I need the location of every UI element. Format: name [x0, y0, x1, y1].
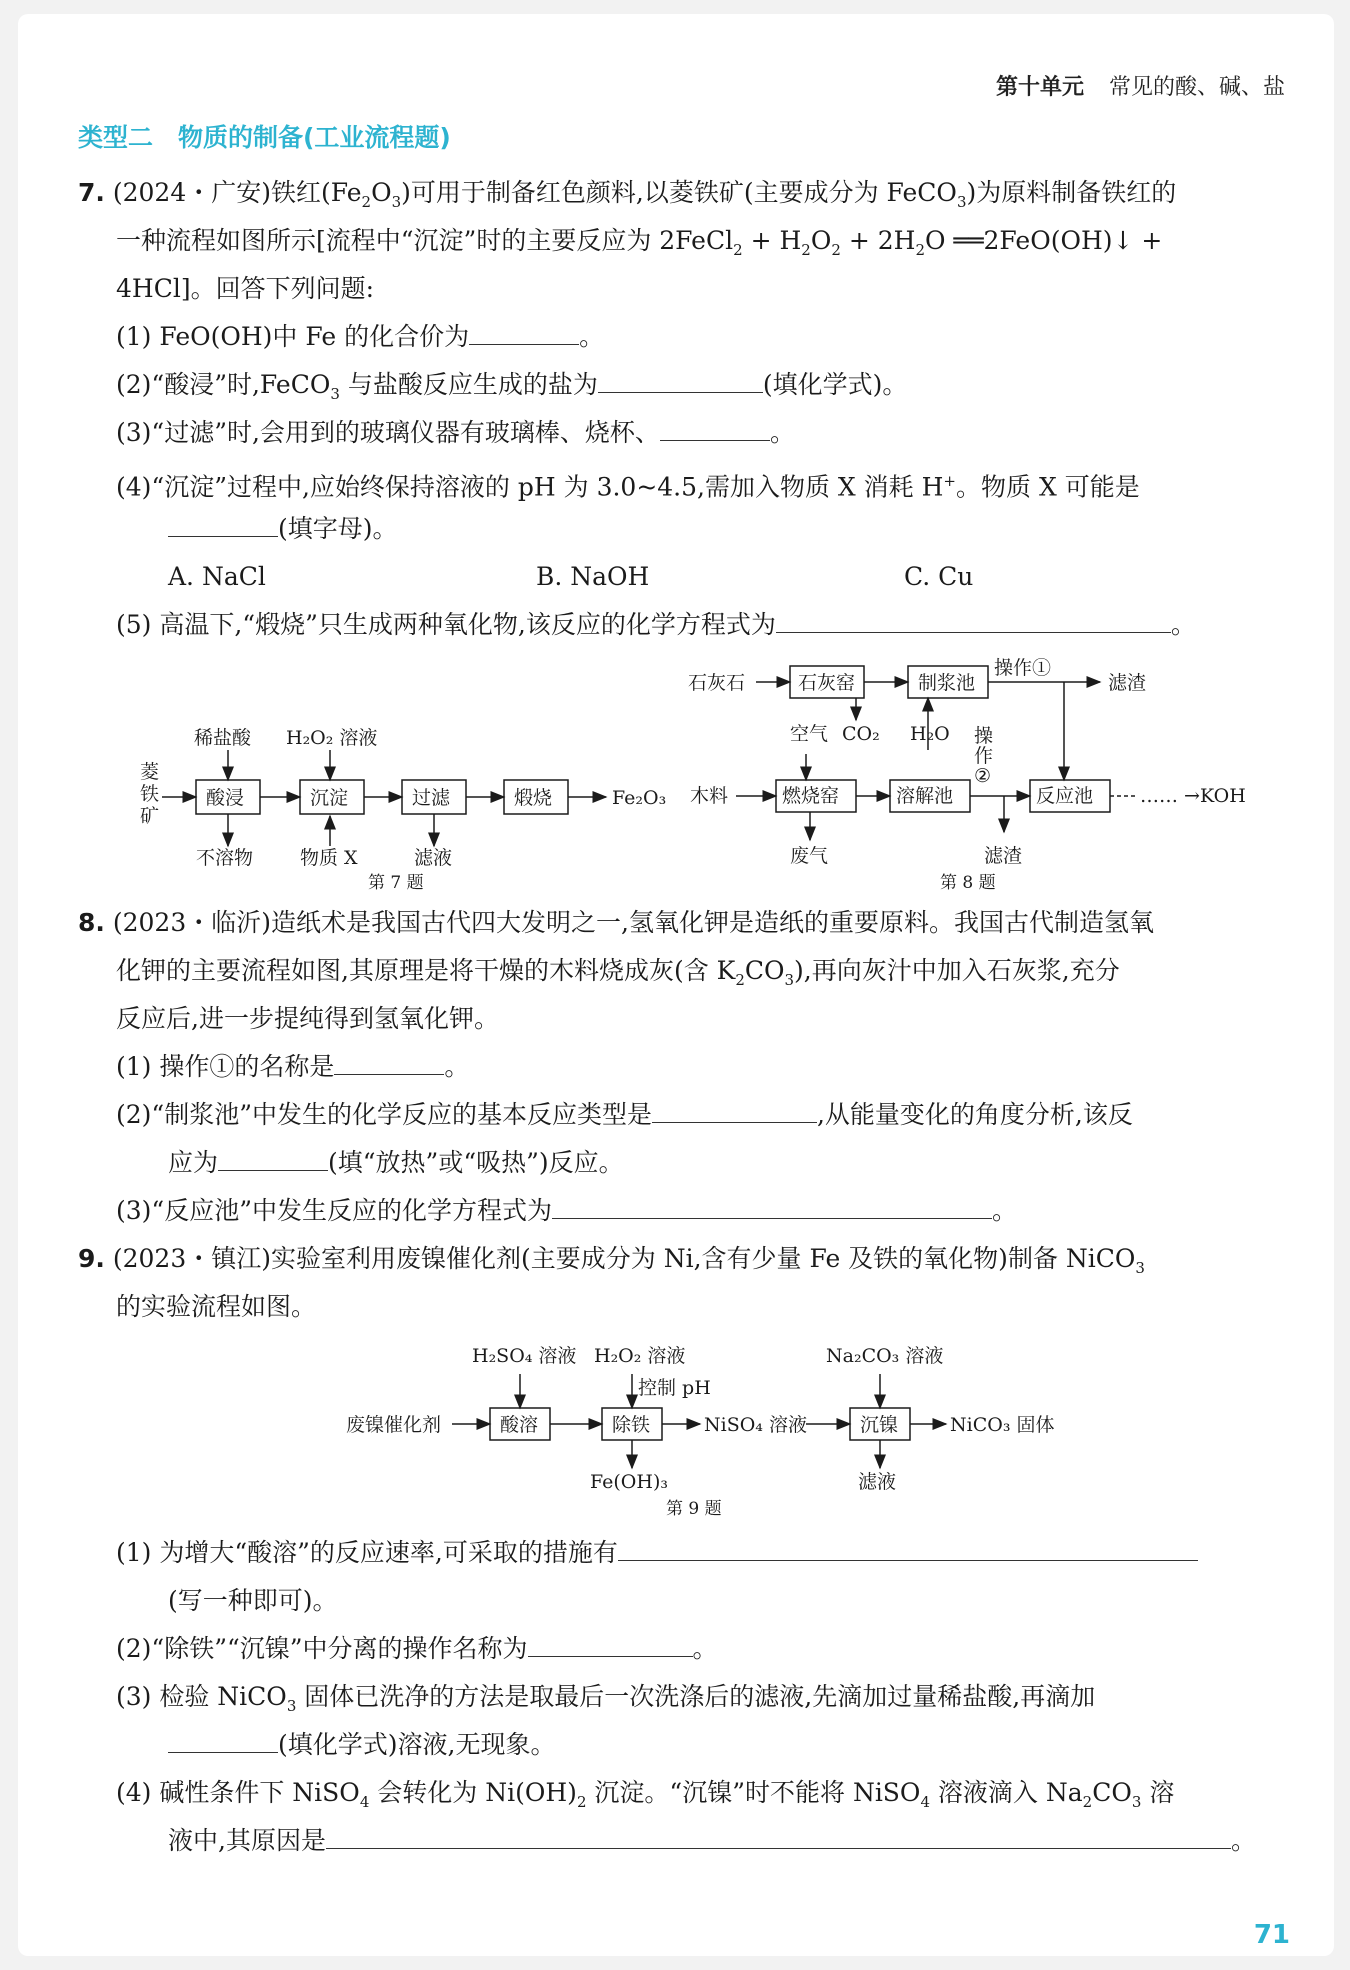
- fig7-reagent-2: H₂O₂ 溶液: [286, 727, 378, 749]
- fig8-box-burn: 燃烧窑: [782, 785, 840, 807]
- q7-stem-line2: 一种流程如图所示[流程中“沉淀”时的主要反应为 2FeCl$_2$ + $H_2O_2 + 2H_2O$ ══2FeO(OH)↓ +: [116, 226, 1163, 259]
- fig9-box-3: 沉镍: [860, 1414, 899, 1436]
- q9-sub4: (4) 碱性条件下 NiSO$_4$ 会转化为 $Ni(OH)_2$ 沉淀。“沉镍”时不能将 NiSO$_4$ 溶液滴入 $Na_2CO_3$ 溶: [116, 1778, 1175, 1811]
- text: 与盐酸反应生成的盐为: [339, 370, 598, 399]
- q9-sub3-cont: [168, 1730, 555, 1760]
- answer-blank[interactable]: [334, 1052, 444, 1075]
- answer-blank[interactable]: [528, 1634, 693, 1657]
- fig7-input-2: 铁: [140, 783, 160, 805]
- answer-blank[interactable]: [326, 1826, 1231, 1849]
- fig7-out-3: 滤液: [414, 847, 453, 869]
- text: 应为: [168, 1148, 219, 1177]
- q7-stem-line3: 4HCl]。回答下列问题:: [116, 274, 375, 303]
- q7-option-c[interactable]: C. Cu: [904, 562, 974, 591]
- fig7-output: Fe₂O₃: [612, 787, 667, 809]
- text: CO: [1092, 1778, 1132, 1807]
- fig8-box-slurry: 制浆池: [918, 672, 976, 694]
- text: (2)“酸浸”时,FeCO: [116, 370, 331, 399]
- fig8-h2o: H₂O: [910, 723, 950, 745]
- q8-sub2: [116, 1100, 1133, 1130]
- fig7-box-4: 煅烧: [514, 787, 553, 809]
- text: (3) 检验 NiCO: [116, 1682, 287, 1711]
- fig9-box-1: 酸溶: [500, 1414, 539, 1436]
- q7-stem-line1: 7. (2024・广安)铁红$(Fe_2O_3)$可用于制备红色颜料,以菱铁矿(主要成分为 FeCO$_3$)为原料制备铁红的: [78, 178, 1177, 211]
- fig8-op2-2: 作: [974, 745, 994, 767]
- text: 溶: [1141, 1778, 1175, 1807]
- fig9-control: 控制 pH: [638, 1377, 711, 1399]
- text: 。: [579, 322, 605, 351]
- figure-9: [0, 1332, 1350, 1532]
- fig9-input: 废镍催化剂: [346, 1414, 442, 1436]
- fig8-limestone: 石灰石: [688, 672, 746, 694]
- q9-sub1: [116, 1538, 1198, 1568]
- text: (填化学式)溶液,无现象。: [278, 1730, 556, 1759]
- fig7-box-1: 酸浸: [206, 787, 245, 809]
- fig8-waste-gas: 废气: [790, 845, 829, 867]
- text: 一种流程如图所示[流程中“沉淀”时的主要反应为 2FeCl: [116, 226, 734, 255]
- answer-blank[interactable]: [660, 418, 770, 441]
- text: 。: [444, 1052, 470, 1081]
- text: 溶液滴入 Na: [929, 1778, 1083, 1807]
- fig8-op2-3: ②: [974, 765, 992, 787]
- q9-sub2: [116, 1634, 718, 1664]
- fig8-box-react: 反应池: [1036, 785, 1094, 807]
- fig7-out-2: 物质 X: [300, 847, 358, 869]
- answer-blank[interactable]: [218, 1148, 328, 1171]
- fig8-wood: 木料: [690, 785, 729, 807]
- q7-sub5: [116, 610, 1196, 640]
- text: 。: [1170, 610, 1196, 639]
- text: (5) 高温下,“煅烧”只生成两种氧化物,该反应的化学方程式为: [116, 610, 776, 639]
- text: 会转化为 Ni(OH): [369, 1778, 577, 1807]
- text: 。物质 X 可能是: [956, 472, 1140, 502]
- answer-blank[interactable]: [776, 610, 1171, 633]
- q8-sub2-cont: [168, 1148, 624, 1178]
- fig9-reagent-3: Na₂CO₃ 溶液: [826, 1345, 944, 1367]
- text: 液中,其原因是: [168, 1826, 326, 1855]
- fig7-box-3: 过滤: [412, 787, 451, 809]
- question-source: (2024・广安): [112, 178, 271, 207]
- text: O: [371, 178, 392, 207]
- text: 固体已洗净的方法是取最后一次洗涤后的滤液,先滴加过量稀盐酸,再滴加: [296, 1682, 1096, 1711]
- fig8-air: 空气: [790, 723, 829, 745]
- text: + H: [742, 226, 802, 255]
- text: 造纸术是我国古代四大发明之一,氢氧化钾是造纸的重要原料。我国古代制造氢氧: [271, 908, 1154, 937]
- question-number: 8.: [78, 908, 105, 937]
- text: (填字母)。: [278, 514, 398, 543]
- q8-stem-line2: 化钾的主要流程如图,其原理是将干燥的木料烧成灰(含 $K_2CO_3$),再向灰汁中加入石灰浆,充分: [116, 956, 1120, 989]
- page-number: 71: [1253, 1920, 1290, 1950]
- answer-blank[interactable]: [552, 1196, 992, 1219]
- unit-label: 第十单元: [995, 75, 1084, 100]
- text: (3)“过滤”时,会用到的玻璃仪器有玻璃棒、烧杯、: [116, 418, 660, 447]
- page-header: [996, 70, 1285, 101]
- text: 。: [1230, 1826, 1256, 1855]
- fig9-out-1: Fe(OH)₃: [590, 1471, 668, 1493]
- text: (填“放热”或“吸热”)反应。: [328, 1148, 624, 1177]
- section-title: 类型二 物质的制备(工业流程题): [78, 123, 451, 152]
- fig7-reagent-1: 稀盐酸: [194, 727, 252, 749]
- fig9-box-2: 除铁: [612, 1414, 651, 1436]
- fig9-out-2: 滤液: [858, 1471, 897, 1493]
- text: 。: [769, 418, 795, 447]
- text: (2)“制浆池”中发生的化学反应的基本反应类型是: [116, 1100, 652, 1129]
- text: O: [810, 226, 832, 255]
- answer-blank[interactable]: [168, 514, 278, 537]
- fig8-op1: 操作①: [994, 657, 1052, 679]
- fig8-residue-1: 滤渣: [1108, 672, 1147, 694]
- text: (1) FeO(OH)中 Fe 的化合价为: [116, 322, 470, 351]
- fig8-box-dissolve: 溶解池: [896, 785, 954, 807]
- text: O ══2FeO(OH)↓ +: [924, 226, 1163, 255]
- text: 化钾的主要流程如图,其原理是将干燥的木料烧成灰(含 K: [116, 956, 736, 985]
- q7-sub3: [116, 418, 795, 448]
- text: (3)“反应池”中发生反应的化学方程式为: [116, 1196, 552, 1225]
- fig7-box-2: 沉淀: [310, 787, 349, 809]
- answer-blank[interactable]: [168, 1730, 278, 1753]
- question-number: 7.: [78, 178, 105, 207]
- fig7-out-1: 不溶物: [196, 847, 254, 869]
- text: (2)“除铁”“沉镍”中分离的操作名称为: [116, 1634, 528, 1663]
- fig8-caption: 第 8 题: [940, 873, 996, 893]
- text: 沉淀。“沉镍”时不能将 NiSO: [586, 1778, 921, 1807]
- text: + 2H: [840, 226, 916, 255]
- q9-sub4-cont: [168, 1826, 1256, 1856]
- fig7-input-1: 菱: [140, 761, 160, 783]
- q7-sub1: [116, 322, 604, 352]
- q7-sub2: (2)“酸浸”时,FeCO$_3$ 与盐酸反应生成的盐为 (填化学式)。: [116, 370, 908, 403]
- fig9-mid: NiSO₄ 溶液: [704, 1414, 807, 1436]
- fig9-caption: 第 9 题: [666, 1499, 722, 1519]
- text: (4)“沉淀”过程中,应始终保持溶液的 pH 为 3.0~4.5,需加入物质 X 消耗 H: [116, 472, 944, 502]
- fig8-op2-1: 操: [974, 725, 994, 747]
- text: 铁红(Fe: [271, 178, 362, 207]
- answer-blank[interactable]: [469, 322, 579, 345]
- answer-blank[interactable]: [652, 1100, 817, 1123]
- text: (4) 碱性条件下 NiSO: [116, 1778, 360, 1807]
- answer-blank[interactable]: [618, 1538, 1198, 1561]
- text: ),再向灰汁中加入石灰浆,充分: [794, 956, 1120, 985]
- fig8-co2: CO₂: [842, 723, 880, 745]
- question-source: (2023・镇江): [112, 1244, 271, 1273]
- q8-stem-line3: 反应后,进一步提纯得到氢氧化钾。: [116, 1004, 499, 1033]
- fig9-reagent-1: H₂SO₄ 溶液: [472, 1345, 577, 1367]
- q7-option-a[interactable]: A. NaCl: [168, 562, 266, 591]
- fig9-reagent-2: H₂O₂ 溶液: [594, 1345, 686, 1367]
- fig8-box-kiln: 石灰窑: [798, 672, 856, 694]
- text: (1) 为增大“酸溶”的反应速率,可采取的措施有: [116, 1538, 618, 1567]
- figures-7-8: [0, 650, 1350, 910]
- text: (1) 操作①的名称是: [116, 1052, 335, 1081]
- text: )为原料制备铁红的: [966, 178, 1177, 207]
- q9-stem-line2: 的实验流程如图。: [116, 1292, 317, 1321]
- q8-sub1: [116, 1052, 469, 1082]
- unit-title: 常见的酸、碱、盐: [1108, 75, 1285, 100]
- q8-sub3: [116, 1196, 1017, 1226]
- fig8-residue-2: 滤渣: [984, 845, 1023, 867]
- text: 。: [692, 1634, 718, 1663]
- q7-sub4: (4)“沉淀”过程中,应始终保持溶液的 pH 为 3.0~4.5,需加入物质 X 消耗 H+。物质 X 可能是: [116, 472, 1140, 502]
- text: 。: [991, 1196, 1017, 1225]
- q9-sub1-cont: (写一种即可)。: [168, 1586, 338, 1615]
- q9-sub3: (3) 检验 NiCO$_3$ 固体已洗净的方法是取最后一次洗涤后的滤液,先滴加过量稀盐酸,再滴加: [116, 1682, 1096, 1715]
- text: 实验室利用废镍催化剂(主要成分为 Ni,含有少量 Fe 及铁的氧化物)制备 NiCO: [271, 1244, 1136, 1273]
- text: CO: [744, 956, 785, 985]
- text: ,从能量变化的角度分析,该反: [816, 1100, 1133, 1129]
- answer-blank[interactable]: [598, 370, 763, 393]
- text: )可用于制备红色颜料,以菱铁矿(主要成分为 FeCO: [401, 178, 957, 207]
- question-number: 9.: [78, 1244, 105, 1273]
- fig9-output: NiCO₃ 固体: [950, 1414, 1055, 1436]
- q8-stem-line1: [78, 908, 1154, 938]
- q7-sub4-cont: [168, 514, 398, 544]
- q7-option-b[interactable]: B. NaOH: [536, 562, 650, 591]
- fig7-caption: 第 7 题: [368, 873, 424, 893]
- fig7-input-3: 矿: [140, 805, 160, 827]
- fig8-koh: …… →KOH: [1140, 785, 1246, 807]
- text: (填化学式)。: [762, 370, 908, 399]
- q9-stem-line1: 9. (2023・镇江)实验室利用废镍催化剂(主要成分为 Ni,含有少量 Fe 及铁的氧化物)制备 NiCO$_3$: [78, 1244, 1145, 1277]
- question-source: (2023・临沂): [112, 908, 271, 937]
